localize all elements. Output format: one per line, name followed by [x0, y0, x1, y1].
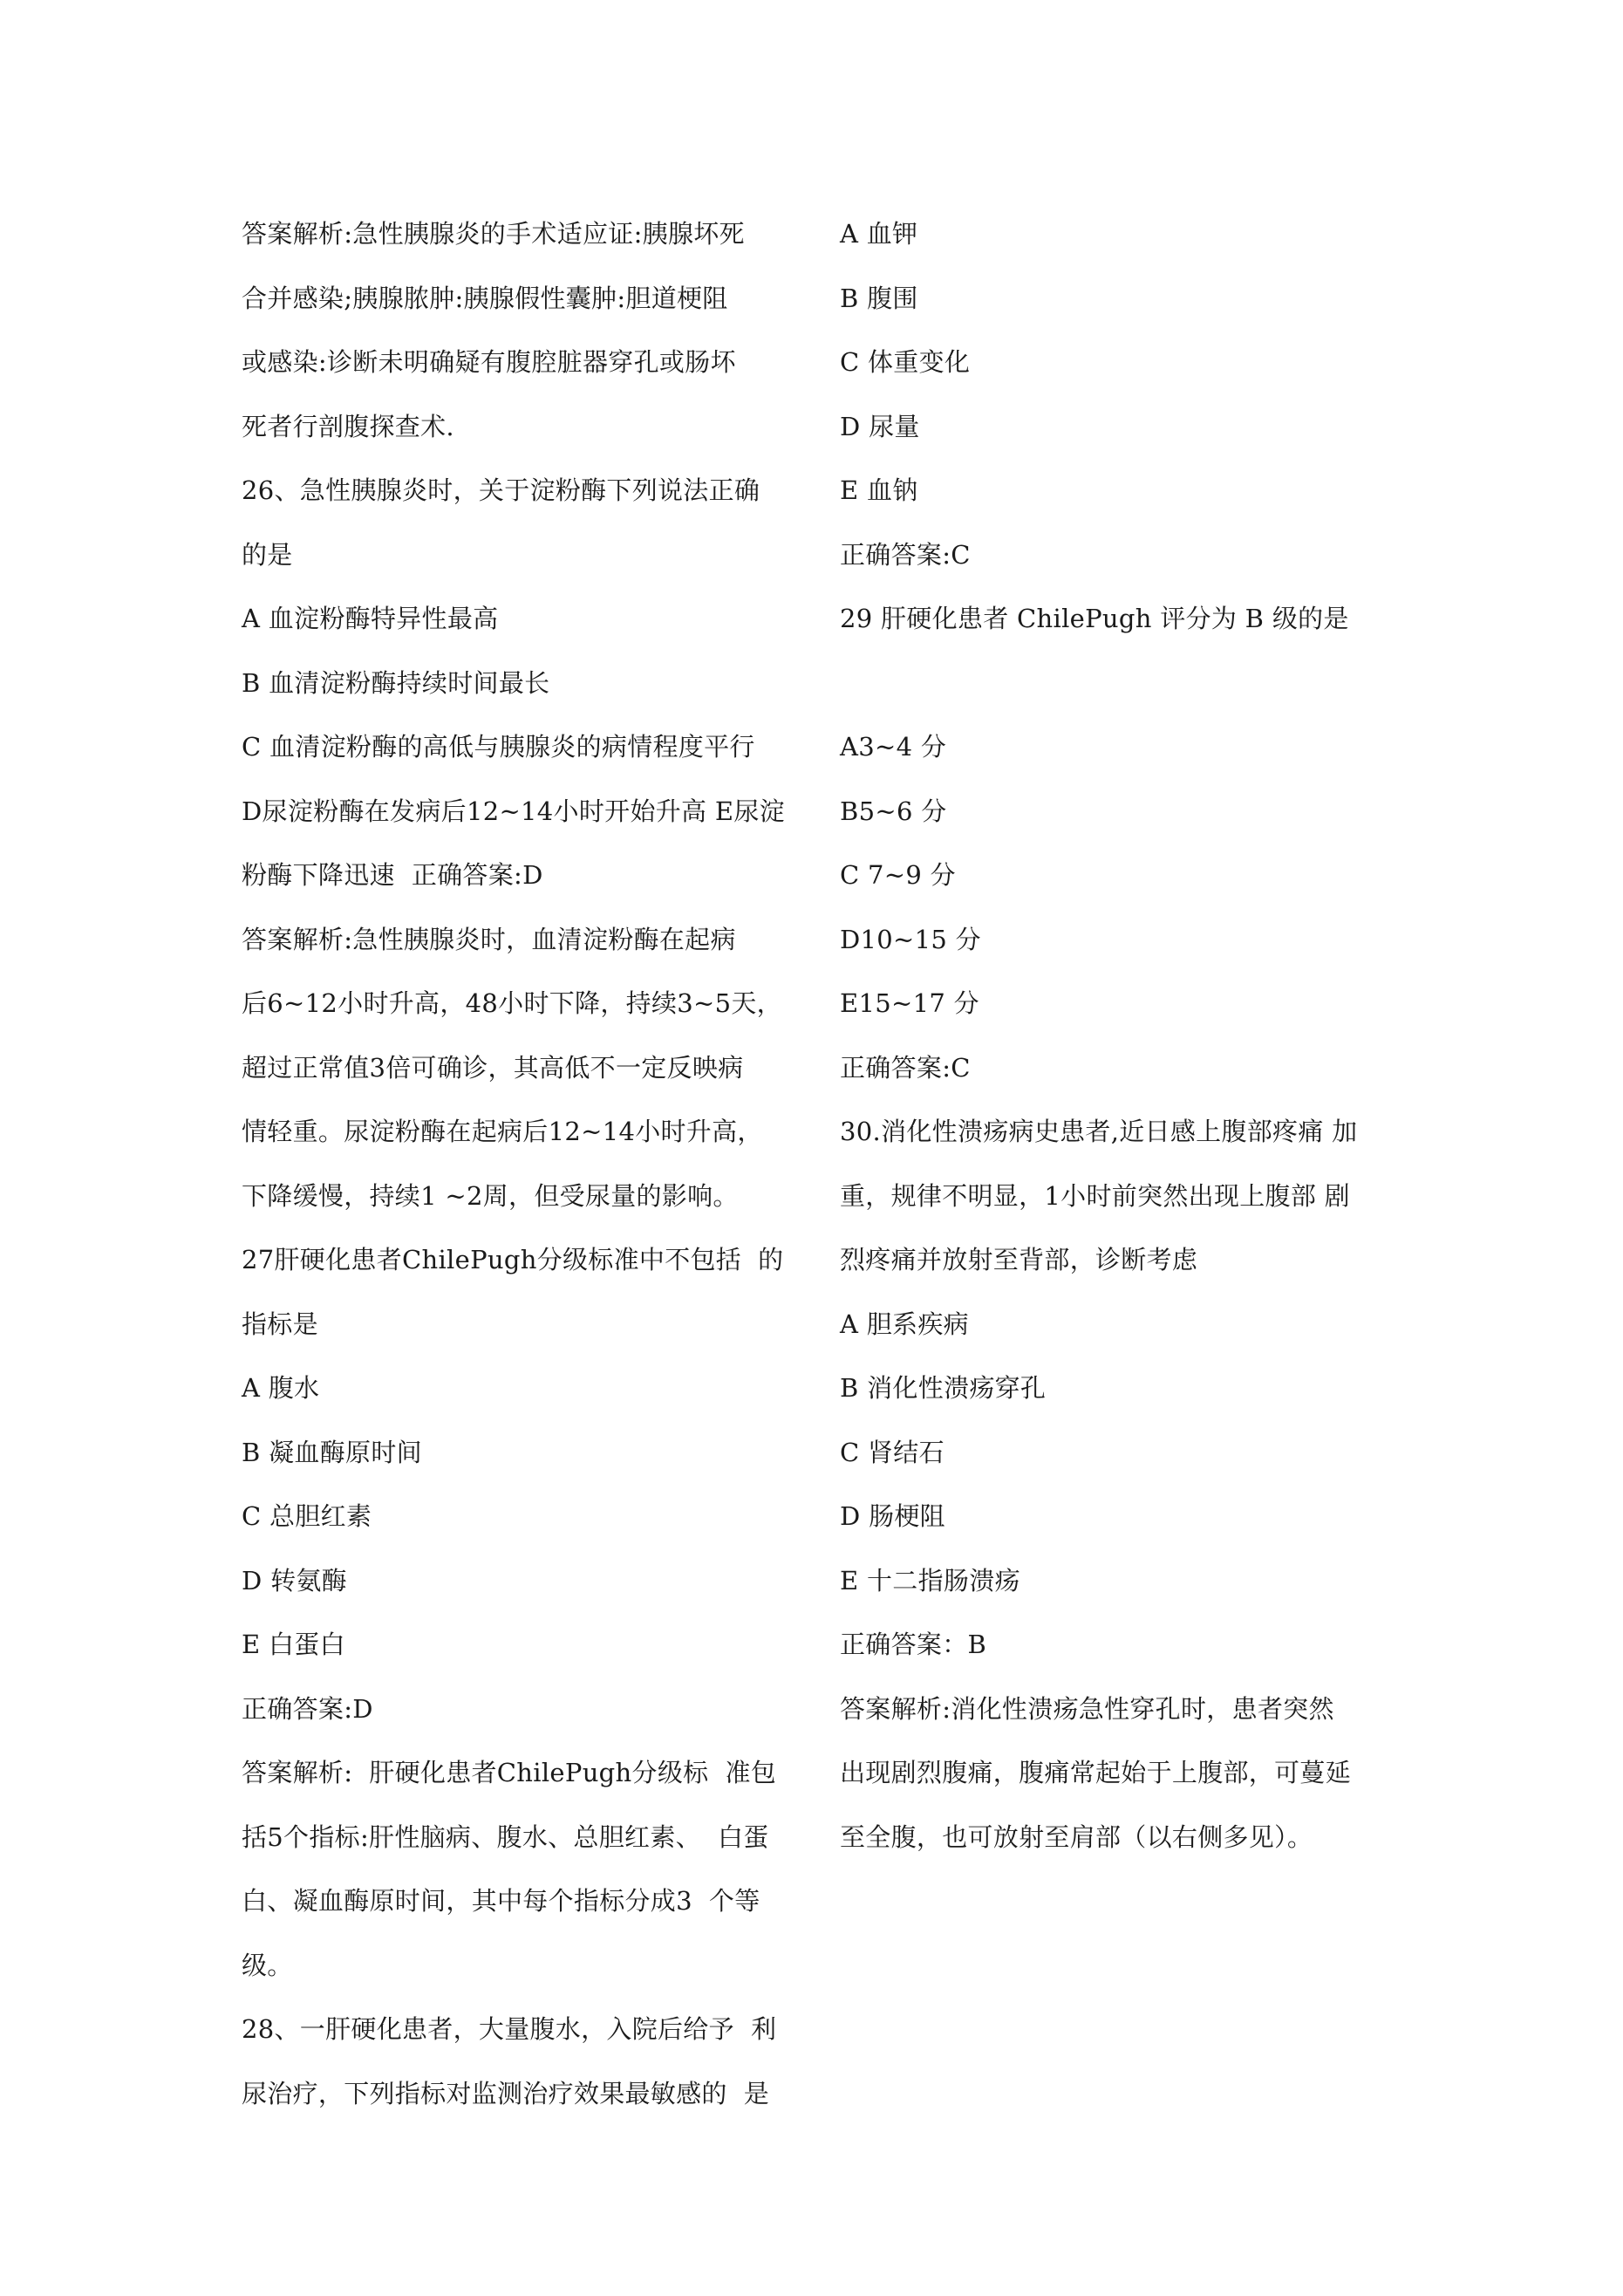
- text-line: 正确答案:D: [242, 1693, 373, 1724]
- text-line: E15~17 分: [840, 988, 979, 1018]
- text-line: C 总胆红素: [242, 1501, 372, 1531]
- text-line: 至全腹，也可放射至肩部（以右侧多见）。: [840, 1821, 1313, 1852]
- text-line: 情轻重。尿淀粉酶在起病后12~14小时升高，: [242, 1117, 763, 1146]
- text-line: 死者行剖腹探查术.: [242, 411, 454, 441]
- text-line: E 十二指肠溃疡: [840, 1565, 1020, 1596]
- text-line: 的是: [242, 539, 293, 570]
- text-line: 重，规律不明显，1小时前突然出现上腹部 剧: [840, 1180, 1350, 1211]
- text-line: 答案解析:消化性溃疡急性穿孔时，患者突然: [840, 1693, 1334, 1724]
- text-line: 烈疼痛并放射至背部，诊断考虑: [840, 1245, 1198, 1274]
- text-line: 后6~12小时升高，48小时下降，持续3~5天，: [242, 988, 782, 1018]
- text-line: 尿治疗，下列指标对监测治疗效果最敏感的 是: [242, 2078, 770, 2108]
- text-line: D 肠梗阻: [840, 1501, 945, 1531]
- text-line: 29 肝硬化患者 ChilePugh 评分为 B 级的是: [840, 604, 1349, 633]
- text-line: 正确答案:C: [840, 1052, 971, 1083]
- text-line: 合并感染;胰腺脓肿:胰腺假性囊肿:胆道梗阻: [242, 283, 728, 313]
- text-line: D 尿量: [840, 411, 920, 441]
- right-column-top-block: [840, 202, 1407, 652]
- text-line: B5~6 分: [840, 796, 947, 826]
- text-line: 答案解析:急性胰腺炎时，血清淀粉酶在起病: [242, 924, 736, 954]
- text-line: A 血淀粉酶特异性最高: [242, 604, 499, 633]
- text-line: 指标是: [242, 1309, 318, 1339]
- text-line: B 血清淀粉酶持续时间最长: [242, 667, 550, 698]
- left-column: [242, 202, 800, 2126]
- text-line: 正确答案：B: [840, 1630, 987, 1659]
- text-line: A 胆系疾病: [840, 1309, 969, 1339]
- text-line: A 腹水: [242, 1373, 320, 1403]
- text-line: 答案解析: 肝硬化患者ChilePugh分级标 准包: [242, 1758, 777, 1787]
- text-line: C 血清淀粉酶的高低与胰腺炎的病情程度平行: [242, 732, 755, 762]
- text-line: 下降缓慢，持续1 ~2周，但受尿量的影响。: [242, 1180, 739, 1211]
- text-line: C 体重变化: [840, 347, 971, 377]
- text-line: 28、一肝硬化患者，大量腹水，入院后给予 利: [242, 2014, 777, 2044]
- text-line: 答案解析:急性胰腺炎的手术适应证:胰腺坏死: [242, 219, 745, 249]
- text-line: A 血钾: [840, 219, 918, 249]
- text-line: 30.消化性溃疡病史患者,近日感上腹部疼痛 加: [840, 1117, 1358, 1146]
- text-line: B 凝血酶原时间: [242, 1437, 422, 1467]
- text-line: A3~4 分: [840, 732, 947, 762]
- text-line: B 消化性溃疡穿孔: [840, 1373, 1047, 1403]
- text-line: E 血钠: [840, 475, 918, 505]
- text-line: D尿淀粉酶在发病后12~14小时开始升高 E尿淀: [242, 796, 785, 826]
- text-line: C 7~9 分: [840, 860, 956, 890]
- text-line: 粉酶下降迅速 正确答案:D: [242, 860, 543, 890]
- text-line: 括5个指标:肝性脑病、腹水、总胆红素、 白蛋: [242, 1821, 769, 1852]
- text-line: 级。: [242, 1950, 293, 1980]
- text-line: E 白蛋白: [242, 1630, 345, 1659]
- text-line: 白、凝血酶原时间，其中每个指标分成3 个等: [242, 1886, 760, 1916]
- blank-line: [840, 652, 1407, 716]
- text-line: 26、急性胰腺炎时，关于淀粉酶下列说法正确: [242, 475, 760, 505]
- right-column-bottom-block: [840, 715, 1407, 1869]
- text-line: 出现剧烈腹痛，腹痛常起始于上腹部，可蔓延: [840, 1758, 1352, 1787]
- text-line: 正确答案:C: [840, 539, 971, 570]
- text-line: D 转氨酶: [242, 1565, 347, 1596]
- text-line: B 腹围: [840, 283, 918, 313]
- text-line: 超过正常值3倍可确诊，其高低不一定反映病: [242, 1052, 744, 1083]
- text-line: 或感染:诊断未明确疑有腹腔脏器穿孔或肠坏: [242, 347, 736, 377]
- text-line: 27肝硬化患者ChilePugh分级标准中不包括 的: [242, 1245, 784, 1274]
- right-column: [840, 202, 1407, 1869]
- text-line: D10~15 分: [840, 924, 981, 954]
- text-line: C 肾结石: [840, 1437, 944, 1467]
